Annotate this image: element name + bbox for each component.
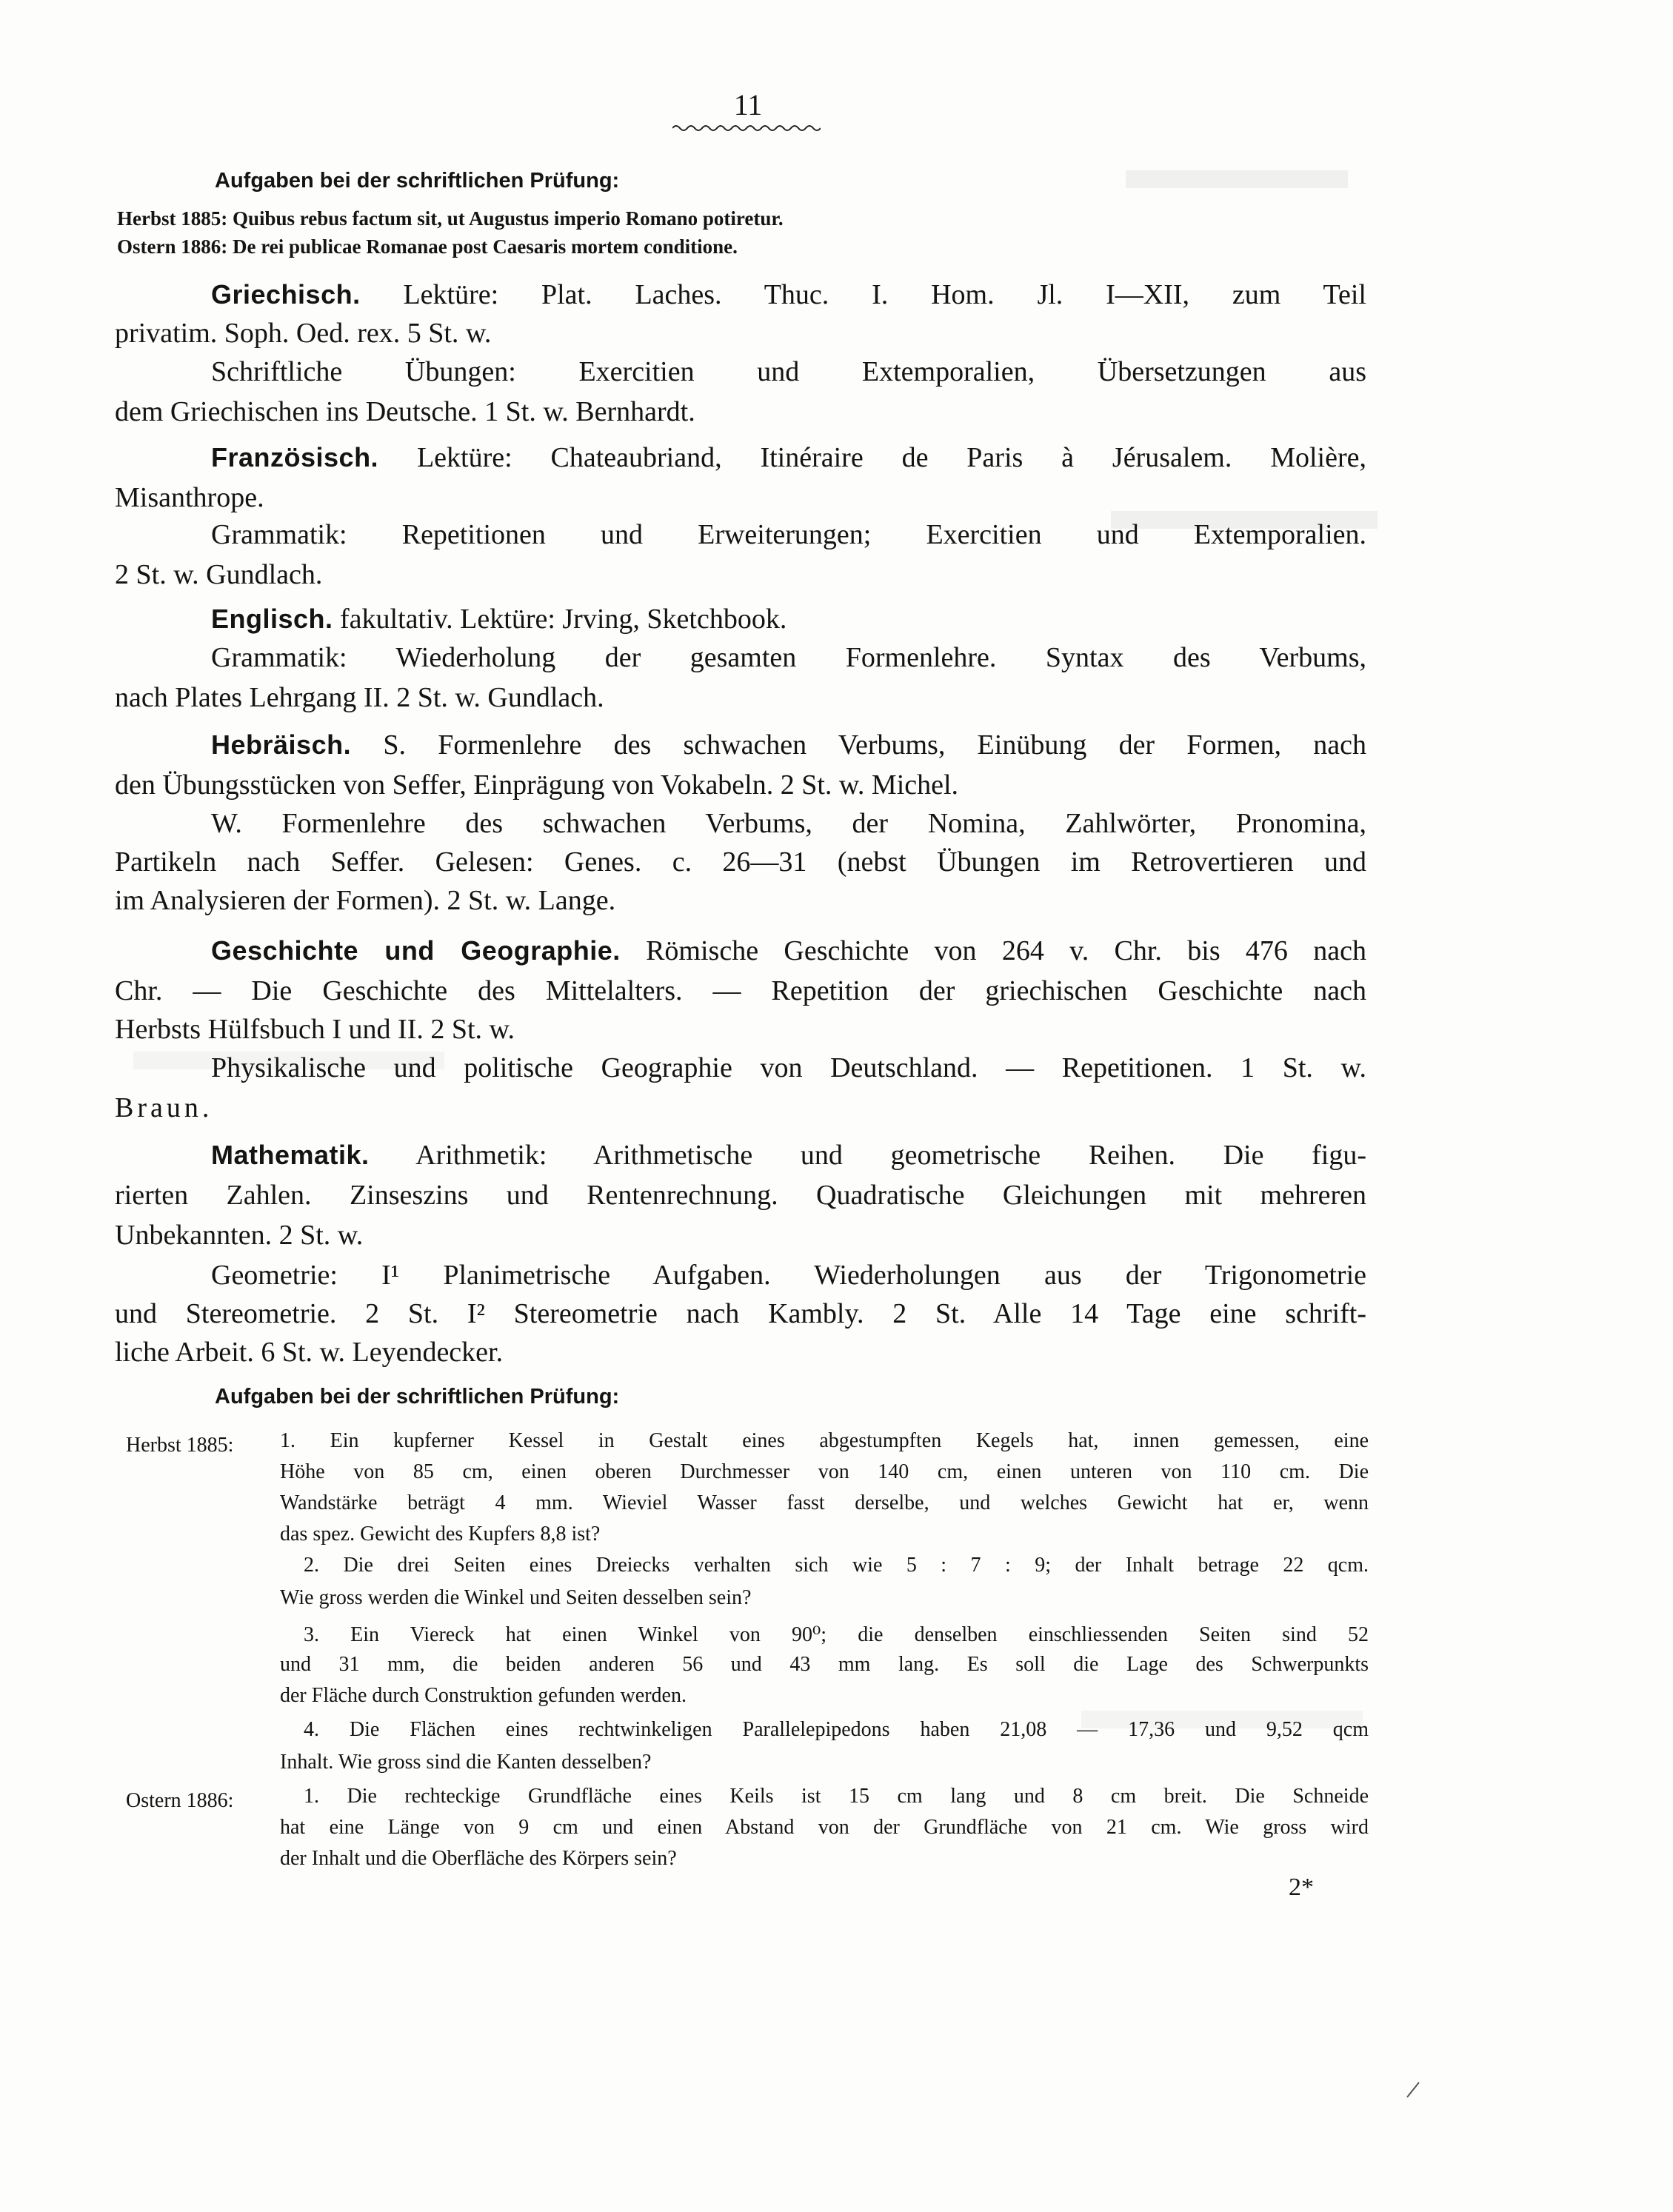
exam-line: 4. Die Flächen eines rechtwinkeligen Parallelepipedons haben 21,08 — 17,36 und 9,52 qcm: [304, 1718, 1369, 1741]
latin-exam-entry: [117, 235, 738, 258]
latin-exam-heading: Aufgaben bei der schriftlichen Prüfung:: [215, 169, 620, 193]
pencil-mark-icon: [1406, 2081, 1420, 2099]
latin-exam-entry: [117, 207, 784, 230]
text-line: [115, 1139, 1366, 1172]
text-line: Braun.: [115, 1092, 213, 1123]
exam-line: hat eine Länge von 9 cm und einen Abstand von der Grundfläche von 21 cm. Wie gross wird: [280, 1816, 1369, 1839]
exam-line: 3. Ein Viereck hat einen Winkel von 90⁰; die denselben einschliessenden Seiten sind 52: [304, 1623, 1369, 1646]
text-line: Partikeln nach Seffer. Gelesen: Genes. c. 26—31 (nebst Übungen im Retrovertieren und: [115, 846, 1366, 878]
latin-exam-term: Ostern 1886:: [117, 235, 228, 258]
section-heading: Englisch.: [211, 604, 333, 634]
exam-line: 1. Die rechteckige Grundfläche eines Keils ist 15 cm lang und 8 cm breit. Die Schneide: [304, 1785, 1369, 1808]
text-line: Chr. — Die Geschichte des Mittelalters. — Repetition der griechischen Geschichte nach: [115, 975, 1366, 1006]
text-line: nach Plates Lehrgang II. 2 St. w. Gundlach.: [115, 682, 604, 713]
text-line: Herbsts Hülfsbuch I und II. 2 St. w.: [115, 1014, 515, 1045]
line-text: S. Formenlehre des schwachen Verbums, Einübung der Formen, nach: [383, 729, 1367, 761]
text-line: privatim. Soph. Oed. rex. 5 St. w.: [115, 318, 492, 349]
exam-line: und 31 mm, die beiden anderen 56 und 43 mm lang. Es soll die Lage des Schwerpunkts: [280, 1653, 1369, 1676]
exam-term-label: Ostern 1886:: [126, 1789, 234, 1812]
latin-exam-text: Quibus rebus factum sit, ut Augustus imperio Romano potiretur.: [232, 207, 784, 230]
text-line: rierten Zahlen. Zinseszins und Rentenrechnung. Quadratische Gleichungen mit mehreren: [115, 1180, 1366, 1211]
exam-line: der Inhalt und die Oberfläche des Körpers sein?: [280, 1847, 677, 1870]
text-line: [115, 935, 1366, 967]
line-text: Lektüre: Plat. Laches. Thuc. I. Hom. Jl. I—XII, zum Teil: [403, 279, 1366, 310]
text-line: Misanthrope.: [115, 482, 264, 513]
text-line: [115, 278, 1366, 311]
text-line: Grammatik: Repetitionen und Erweiterungen; Exercitien und Extemporalien.: [211, 519, 1366, 550]
latin-exam-text: De rei publicae Romanae post Caesaris mortem conditione.: [232, 235, 738, 258]
section-heading: Geschichte und Geographie.: [211, 935, 621, 966]
line-text: Lektüre: Chateaubriand, Itinéraire de Paris à Jérusalem. Molière,: [416, 442, 1367, 473]
line-text: fakultativ. Lektüre: Jrving, Sketchbook.: [340, 604, 787, 635]
text-line: Physikalische und politische Geographie von Deutschland. — Repetitionen. 1 St. w.: [211, 1052, 1366, 1083]
text-line: und Stereometrie. 2 St. I² Stereometrie nach Kambly. 2 St. Alle 14 Tage eine schrift-: [115, 1298, 1366, 1329]
line-text: Arithmetik: Arithmetische und geometrische Reihen. Die figu-: [415, 1140, 1366, 1171]
text-line: Grammatik: Wiederholung der gesamten Formenlehre. Syntax des Verbums,: [211, 642, 1366, 673]
exam-line: Wie gross werden die Winkel und Seiten desselben sein?: [280, 1586, 752, 1609]
text-line: im Analysieren der Formen). 2 St. w. Lange.: [115, 885, 616, 916]
line-text: Römische Geschichte von 264 v. Chr. bis 476 nach: [646, 935, 1366, 966]
text-line: dem Griechischen ins Deutsche. 1 St. w. Bernhardt.: [115, 396, 695, 427]
exam-line: Höhe von 85 cm, einen oberen Durchmesser von 140 cm, einen unteren von 110 cm. Die: [280, 1460, 1369, 1483]
text-line: liche Arbeit. 6 St. w. Leyendecker.: [115, 1337, 504, 1368]
section-heading: Französisch.: [211, 442, 379, 472]
exam-line: 1. Ein kupferner Kessel in Gestalt eines abgestumpften Kegels hat, innen gemessen, eine: [280, 1429, 1369, 1452]
latin-exam-term: Herbst 1885:: [117, 207, 228, 230]
math-exam-heading: Aufgaben bei der schriftlichen Prüfung:: [215, 1385, 620, 1409]
exam-term-label: Herbst 1885:: [126, 1434, 234, 1457]
text-line: [115, 729, 1366, 761]
ornament-wavy-rule: [672, 123, 821, 133]
text-line: den Übungsstücken von Seffer, Einprägung von Vokabeln. 2 St. w. Michel.: [115, 769, 959, 801]
section-heading: Mathematik.: [211, 1140, 370, 1170]
signature-mark: 2*: [1289, 1874, 1314, 1901]
text-line: [115, 603, 1366, 635]
text-line: 2 St. w. Gundlach.: [115, 559, 323, 590]
exam-line: Inhalt. Wie gross sind die Kanten desselben?: [280, 1751, 652, 1774]
text-line: Schriftliche Übungen: Exercitien und Extemporalien, Übersetzungen aus: [211, 356, 1366, 387]
text-line: W. Formenlehre des schwachen Verbums, der Nomina, Zahlwörter, Pronomina,: [211, 808, 1366, 839]
text-line: Geometrie: I¹ Planimetrische Aufgaben. Wiederholungen aus der Trigonometrie: [211, 1260, 1366, 1291]
exam-line: 2. Die drei Seiten eines Dreiecks verhalten sich wie 5 : 7 : 9; der Inhalt betrage 22 qcm.: [304, 1554, 1369, 1577]
exam-line: der Fläche durch Construktion gefunden werden.: [280, 1684, 687, 1707]
exam-line: das spez. Gewicht des Kupfers 8,8 ist?: [280, 1523, 601, 1546]
exam-line: Wandstärke beträgt 4 mm. Wieviel Wasser fasst derselbe, und welches Gewicht hat er, wenn: [280, 1491, 1369, 1514]
text-line: Unbekannten. 2 St. w.: [115, 1220, 364, 1251]
text-line: [115, 441, 1366, 474]
page-number: 11: [733, 88, 763, 121]
section-heading: Hebräisch.: [211, 729, 352, 760]
section-heading: Griechisch.: [211, 279, 361, 310]
